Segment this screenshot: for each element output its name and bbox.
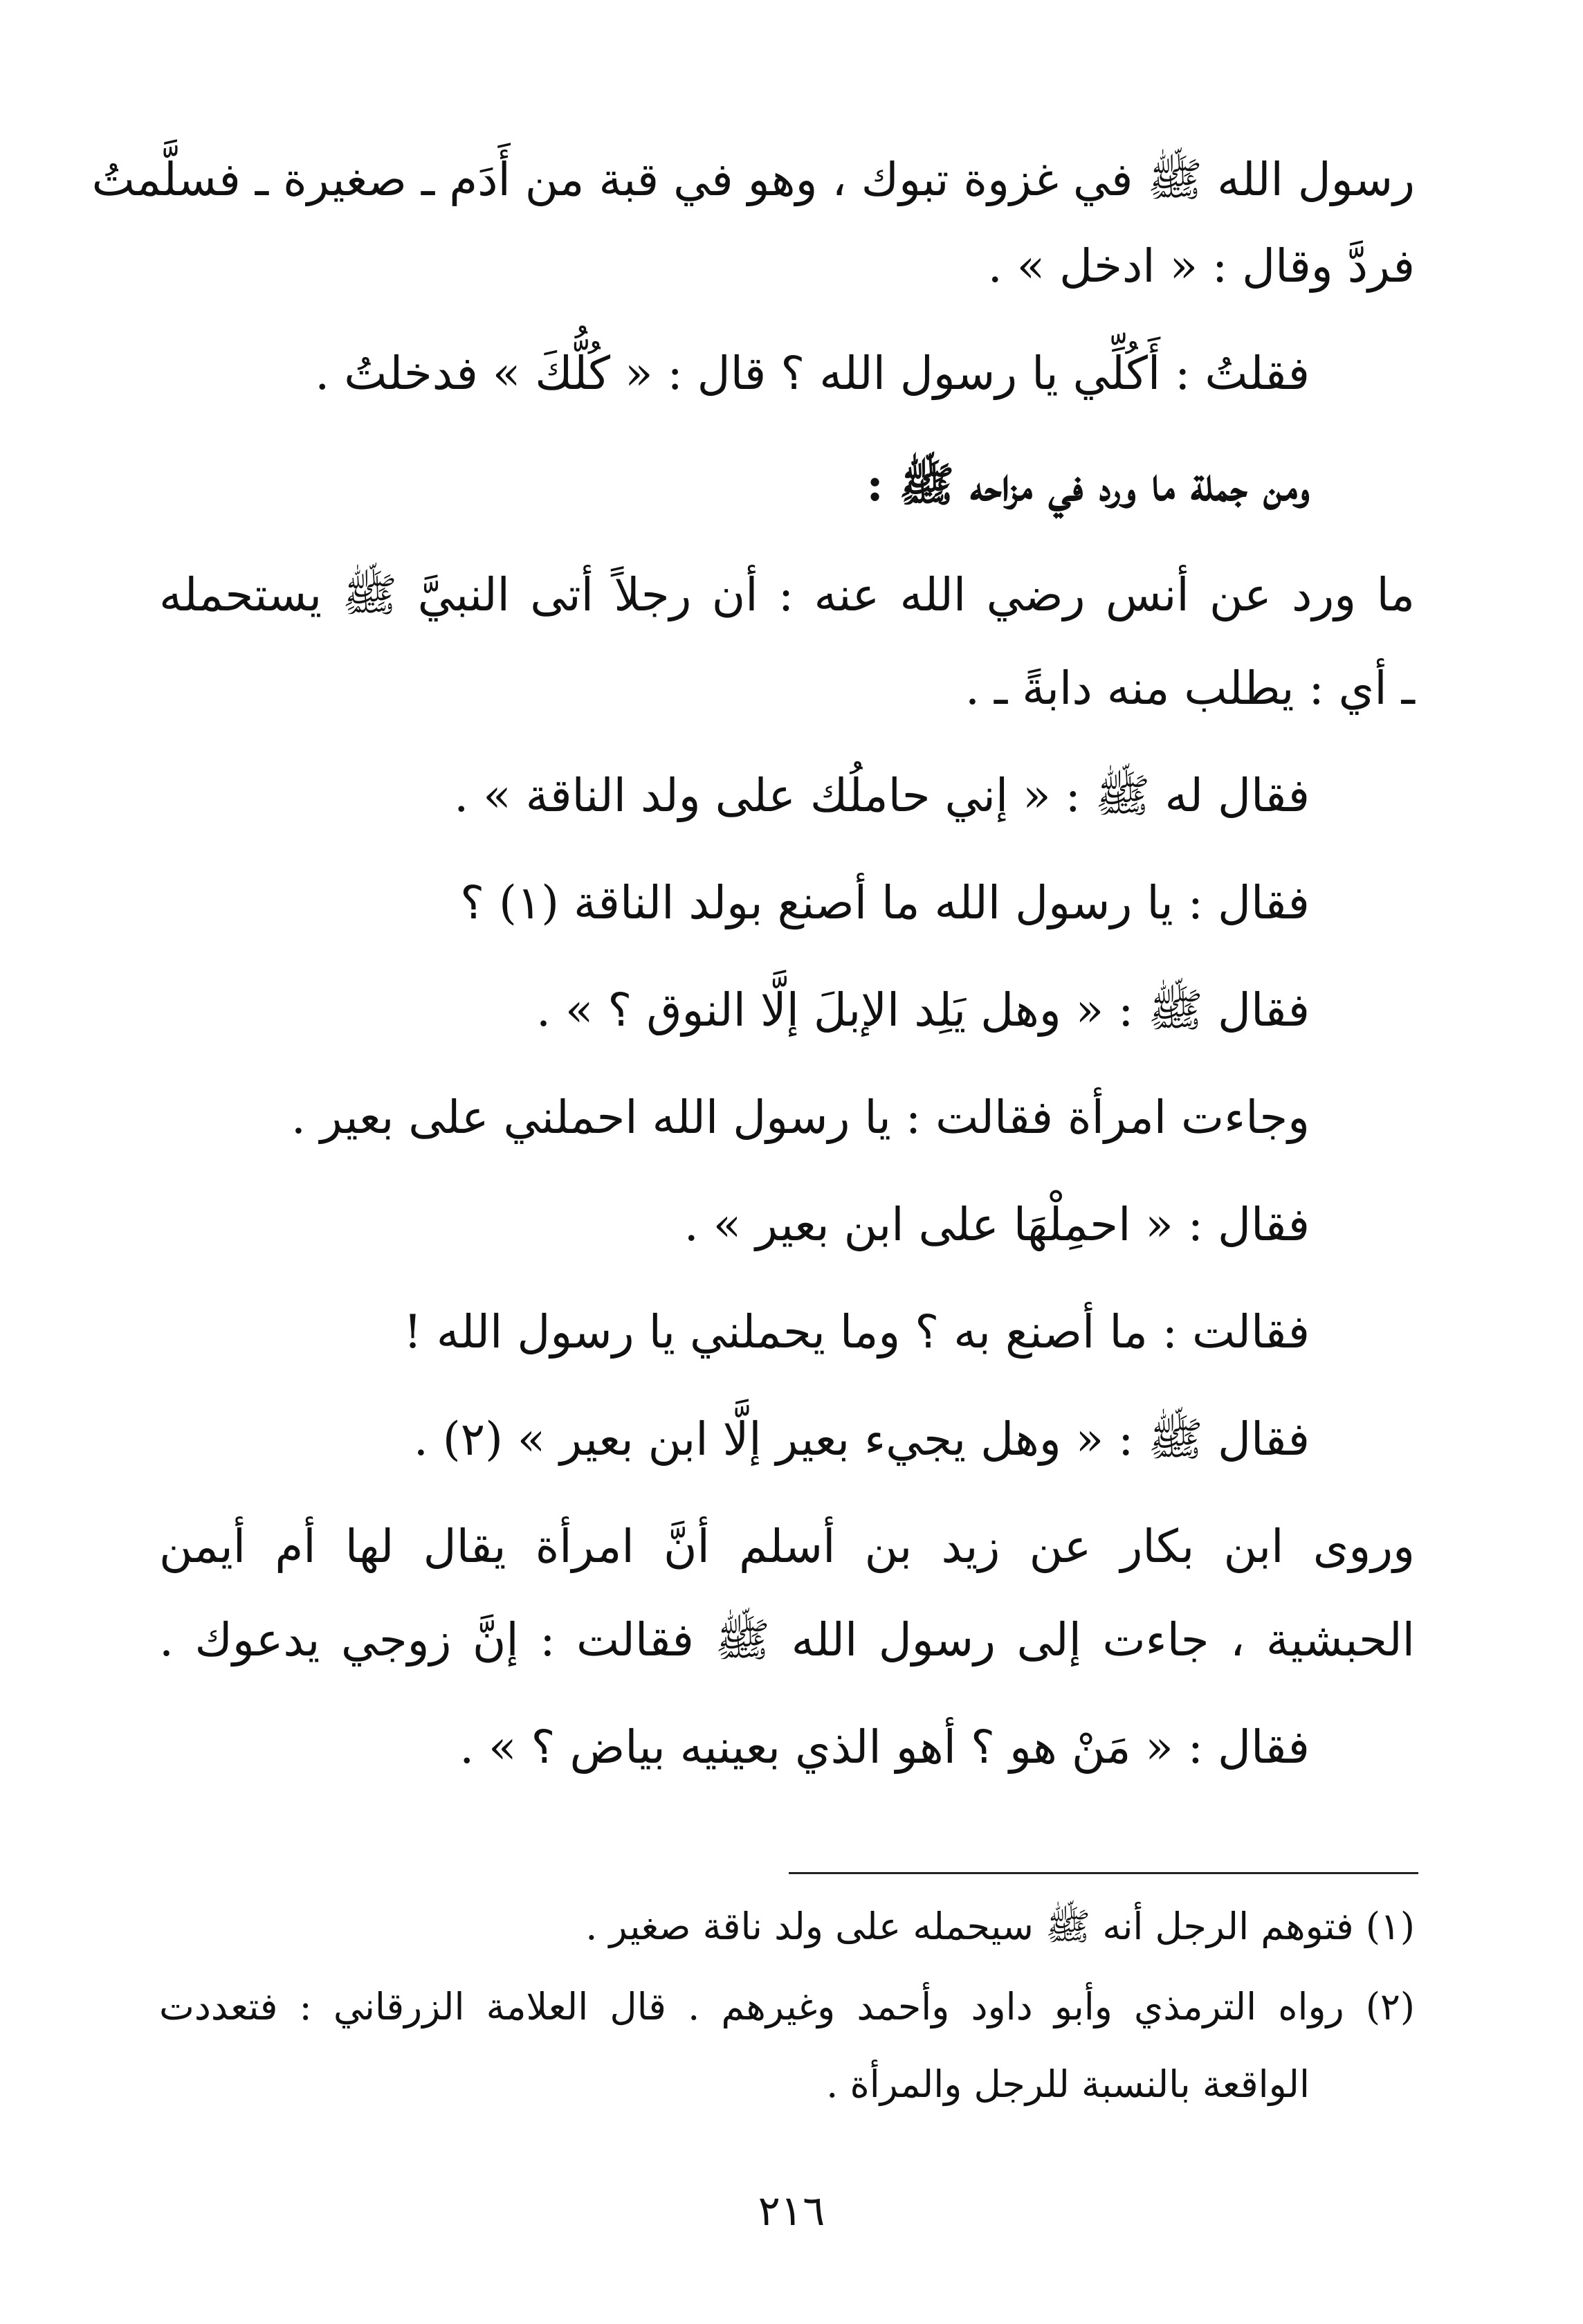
body-line-13: فقال ﷺ : « وهل يجيء بعير إلَّا ابن بعير » (٢) . xyxy=(413,1413,1310,1466)
body-line-6: ـ أي : يطلب منه دابةً ـ . xyxy=(964,662,1415,715)
footnote-1: (١) فتوهم الرجل أنه ﷺ سيحمله على ولد ناقة صغير . xyxy=(585,1905,1415,1948)
section-heading: ومن جملة ما ورد في مزاحه ﷺ : xyxy=(866,457,1310,511)
body-line-16: فقال : « مَنْ هو ؟ أهو الذي بعينيه بياض ؟ » . xyxy=(459,1721,1310,1774)
body-line-9: فقال ﷺ : « وهل يَلِد الإبلَ إلَّا النوق ؟ » . xyxy=(536,983,1310,1037)
footnote-2: (٢) رواه الترمذي وأبو داود وأحمد وغيرهم . قال العلامة الزرقاني : فتعددت xyxy=(159,1985,1415,2028)
body-line-7: فقال له ﷺ : « إني حاملُك على ولد الناقة » . xyxy=(454,769,1310,822)
body-line-11: فقال : « احمِلْهَا على ابن بعير » . xyxy=(684,1198,1310,1251)
body-line-14: وروى ابن بكار عن زيد بن أسلم أنَّ امرأة يقال لها أم أيمن xyxy=(159,1520,1415,1573)
body-line-15: الحبشية ، جاءت إلى رسول الله ﷺ فقالت : إنَّ زوجي يدعوك . xyxy=(159,1613,1415,1667)
page-number: ٢١٦ xyxy=(758,2187,825,2235)
footnote-separator xyxy=(789,1872,1418,1874)
body-line-5: ما ورد عن أنس رضي الله عنه : أن رجلاً أتى النبيَّ ﷺ يستحمله xyxy=(159,568,1415,621)
footnote-2-continued: الواقعة بالنسبة للرجل والمرأة . xyxy=(826,2062,1310,2106)
body-line-2: فردَّ وقال : « ادخل » . xyxy=(987,239,1415,293)
body-line-12: فقالت : ما أصنع به ؟ وما يحملني يا رسول الله ! xyxy=(403,1305,1310,1359)
body-line-3: فقلتُ : أَكُلِّي يا رسول الله ؟ قال : « كُلُّكَ » فدخلتُ . xyxy=(315,347,1310,400)
body-line-10: وجاءت امرأة فقالت : يا رسول الله احملني على بعير . xyxy=(291,1091,1310,1144)
body-line-1: رسول الله ﷺ في غزوة تبوك ، وهو في قبة من أَدَم ـ صغيرة ـ فسلَّمتُ xyxy=(91,153,1415,206)
body-line-8: فقال : يا رسول الله ما أصنع بولد الناقة (١) ؟ xyxy=(460,876,1310,929)
